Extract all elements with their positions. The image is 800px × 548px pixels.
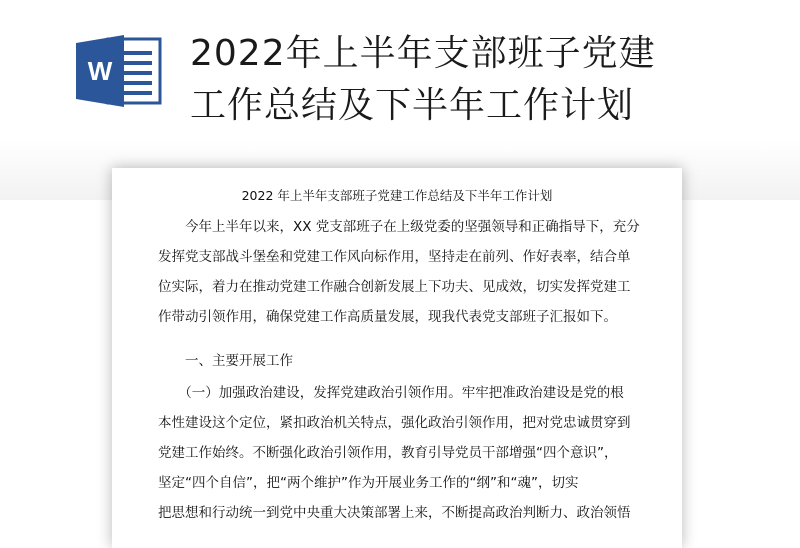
word-letter: W [87, 56, 113, 86]
paragraph-line: 坚定“四个自信”，把“两个维护”作为开展业务工作的“纲”和“魂”，切实 [158, 475, 579, 491]
paragraph-line: 发挥党支部战斗堡垒和党建工作风向标作用，坚持走在前列、作好表率，结合单 [158, 249, 631, 265]
paragraph-line: 党建工作始终。不断强化政治引领作用，教育引导党员干部增强“四个意识”， [158, 445, 618, 461]
banner-title-line2: 工作总结及下半年工作计划 [190, 85, 635, 126]
paragraph-line: （一）加强政治建设，发挥党建政治引领作用。牢牢把准政治建设是党的根 [158, 385, 624, 401]
banner-title-line1: 2022年上半年支部班子党建 [190, 33, 656, 74]
document-page [112, 168, 682, 548]
item-paragraph [158, 378, 658, 528]
section-heading [158, 346, 658, 376]
banner [0, 0, 800, 150]
intro-paragraph [158, 212, 658, 332]
paragraph-line: 本性建设这个定位，紧扣政治机关特点，强化政治引领作用，把对党忠诚贯穿到 [158, 415, 631, 431]
banner-title [190, 28, 770, 132]
word-doc-icon [74, 33, 164, 109]
paragraph-line: 作带动引领作用，确保党建工作高质量发展，现我代表党支部班子汇报如下。 [158, 309, 617, 325]
section-heading-text: 一、主要开展工作 [158, 353, 293, 369]
paragraph-line: 把思想和行动统一到党中央重大决策部署上来，不断提高政治判断力、政治领悟 [158, 505, 631, 521]
document-title: 2022 年上半年支部班子党建工作总结及下半年工作计划 [241, 188, 553, 203]
paragraph-line: 今年上半年以来，XX 党支部班子在上级党委的坚强领导和正确指导下，充分 [158, 219, 640, 235]
paragraph-line: 位实际，着力在推动党建工作融合创新发展上下功夫、见成效，切实发挥党建工 [158, 279, 631, 295]
